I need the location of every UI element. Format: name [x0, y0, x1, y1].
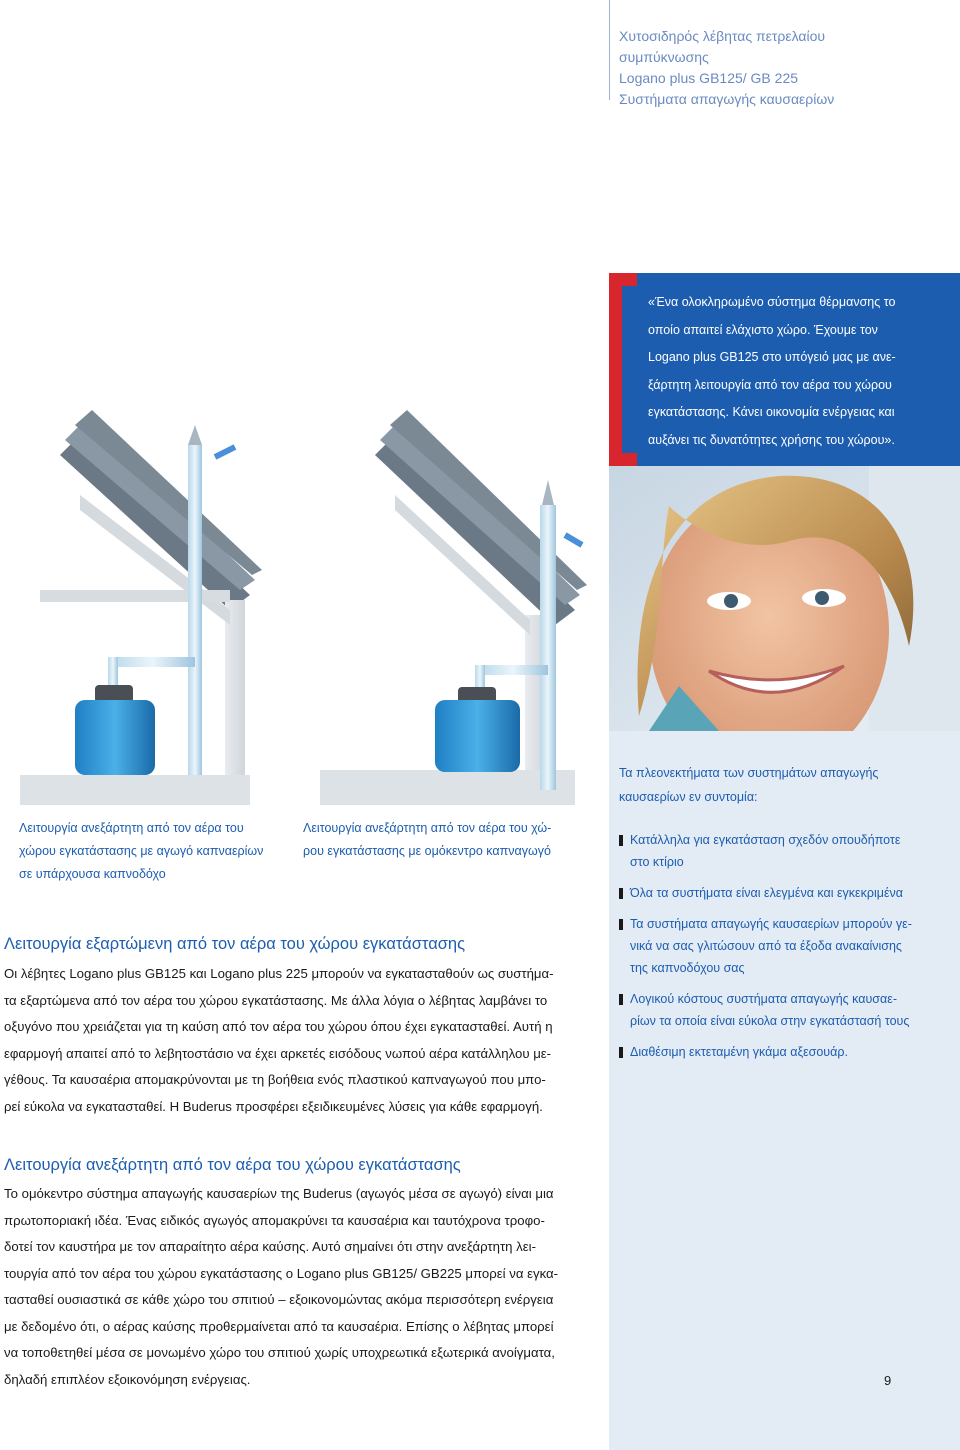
caption-left [19, 817, 299, 886]
list-item-line: Κατάλληλα για εγκατάσταση σχεδόν οπουδήποτε [630, 833, 901, 847]
body-line: δοτεί τον καυστήρα με τον απαραίτητο αέρα καύσης. Αυτό σημαίνει ότι στην ανεξάρτητη λει- [4, 1239, 536, 1254]
body-line: να τοποθετηθεί μέσα σε μονωμένο χώρο του σπιτιού χωρίς υποχρεωτικά εξωτερικά ανοίγματα, [4, 1345, 555, 1360]
header-line-1: Χυτοσιδηρός λέβητας πετρελαίου [619, 28, 826, 44]
boiler-installation-diagram [0, 395, 600, 815]
bullet-icon [619, 888, 623, 899]
body-line: Το ομόκεντρο σύστημα απαγωγής καυσαερίων της Buderus (αγωγός μέσα σε αγωγό) είναι μια [4, 1186, 554, 1201]
list-item [619, 1041, 954, 1063]
list-item [619, 988, 954, 1032]
bullet-icon [619, 835, 623, 846]
list-item-line: Όλα τα συστήματα είναι ελεγμένα και εγκεκριμένα [630, 886, 903, 900]
bullet-icon [619, 1047, 623, 1058]
flue-system-illustration [0, 395, 600, 815]
body-line: γέθους. Τα καυσαέρια απομακρύνονται με τη βοήθεια ενός πλαστικού καπναγωγού που μπο- [4, 1072, 546, 1087]
list-item [619, 913, 954, 979]
list-item-line: ρίων τα οποία είναι εύκολα στην εγκατάστασή τους [630, 1014, 910, 1028]
section-title-dependent: Λειτουργία εξαρτώμενη από τον αέρα του χώρου εγκατάστασης [4, 935, 466, 953]
list-item-line: Τα συστήματα απαγωγής καυσαερίων μπορούν γε- [630, 917, 912, 931]
quote-bracket-top [609, 273, 637, 286]
header-line-3: Logano plus GB125/ GB 225 [619, 70, 799, 86]
document-header [619, 26, 949, 110]
advantages-title-line: Τα πλεονεκτήματα των συστημάτων απαγωγής [619, 766, 879, 780]
smiling-woman-image [609, 466, 960, 731]
list-item [619, 882, 954, 904]
list-item-line: Λογικού κόστους συστήματα απαγωγής καυσαε- [630, 992, 897, 1006]
quote-line: οποίο απαιτεί ελάχιστο χώρο. Έχουμε τον [648, 322, 878, 337]
header-divider [609, 0, 610, 100]
body-line: ρεί εύκολα να εγκατασταθεί. Η Buderus προσφέρει εξειδικευμένες λύσεις για κάθε εφαρμογή. [4, 1098, 543, 1114]
section-title-independent: Λειτουργία ανεξάρτητη από τον αέρα του χώρου εγκατάστασης [4, 1156, 461, 1174]
quote-bracket-left [609, 273, 622, 466]
caption-line: σε υπάρχουσα καπνοδόχο [19, 867, 166, 881]
quote-bracket-bottom [609, 453, 637, 466]
list-item-line: στο κτίριο [630, 855, 684, 869]
body-line: δηλαδή επιπλέον εξοικονόμηση ενέργειας. [4, 1371, 251, 1387]
body-line: Οι λέβητες Logano plus GB125 και Logano plus 225 μπορούν να εγκατασταθούν ως συστήμα- [4, 966, 554, 981]
left-house [20, 410, 262, 805]
right-house [320, 410, 587, 805]
advantages-title-line: καυσαερίων εν συντομία: [619, 790, 758, 804]
body-line: με δεδομένο ότι, ο αέρας καύσης προθερμαίνεται από τα καυσαέρια. Επίσης ο λέβητας μπορεί [4, 1318, 554, 1334]
advantages-title [619, 761, 949, 809]
advantages-list [619, 829, 954, 1072]
quote-line: Logano plus GB125 στο υπόγειό μας με ανε- [648, 350, 896, 364]
customer-quote [648, 289, 938, 454]
caption-line: ρου εγκατάστασης με ομόκεντρο καπναγωγό [303, 844, 551, 858]
body-line: οξυγόνο που χρειάζεται για τη καύση από τον αέρα του χώρου όπου έχει εγκατασταθεί. Αυτή η [4, 1019, 553, 1034]
body-line: πρωτοποριακή ιδέα. Ένας ειδικός αγωγός απομακρύνει τα καυσαέρια και ταυτόχρονα τροφο- [4, 1212, 545, 1228]
caption-line: χώρου εγκατάστασης με αγωγό καπναερίων [19, 844, 264, 858]
quote-line: «Ένα ολοκληρωμένο σύστημα θέρμανσης το [648, 295, 896, 309]
quote-line: αυξάνει τις δυνατότητες χρήσης του χώρου». [648, 432, 895, 447]
list-item-line: Διαθέσιμη εκτεταμένη γκάμα αξεσουάρ. [630, 1045, 848, 1059]
caption-line: Λειτουργία ανεξάρτητη από τον αέρα του [19, 821, 244, 835]
header-line-2: συμπύκνωσης [619, 49, 709, 65]
list-item-line: της καπνοδόχου σας [630, 961, 745, 975]
bullet-icon [619, 994, 623, 1005]
body-line: τα εξαρτώμενα από τον αέρα του χώρου εγκατάστασης. Με άλλα λόγια ο λέβητας λαμβάνει το [4, 992, 548, 1008]
body-line: εφαρμογή απαιτεί από το λεβητοστάσιο να έχει αρκετές εισόδους νωπού αέρα κατάλληλου με- [4, 1045, 552, 1061]
body-line: τουργία από τον αέρα του χώρου εγκατάστασης ο Logano plus GB125/ GB225 μπορεί να εγκα- [4, 1265, 559, 1281]
page-number: 9 [884, 1373, 892, 1388]
list-item-line: νικά να σας γλιτώσουν από τα έξοδα ανακαίνισης [630, 939, 902, 953]
section-body-dependent [4, 961, 584, 1120]
bullet-icon [619, 919, 623, 930]
caption-line: Λειτουργία ανεξάρτητη από τον αέρα του χώ- [303, 821, 552, 835]
caption-right [303, 817, 593, 863]
list-item [619, 829, 954, 873]
quote-line: ξάρτητη λειτουργία από τον αέρα του χώρου [648, 377, 892, 392]
portrait-photo [609, 466, 960, 731]
body-line: τασταθεί ουσιαστικά σε κάθε χώρο του σπιτιού – εξοικονομώντας ακόμα περισσότερη ενέργεια [4, 1292, 554, 1307]
quote-line: εγκατάστασης. Κάνει οικονομία ενέργειας και [648, 405, 895, 419]
header-line-4: Συστήματα απαγωγής καυσαερίων [619, 91, 835, 107]
section-body-independent [4, 1181, 584, 1393]
